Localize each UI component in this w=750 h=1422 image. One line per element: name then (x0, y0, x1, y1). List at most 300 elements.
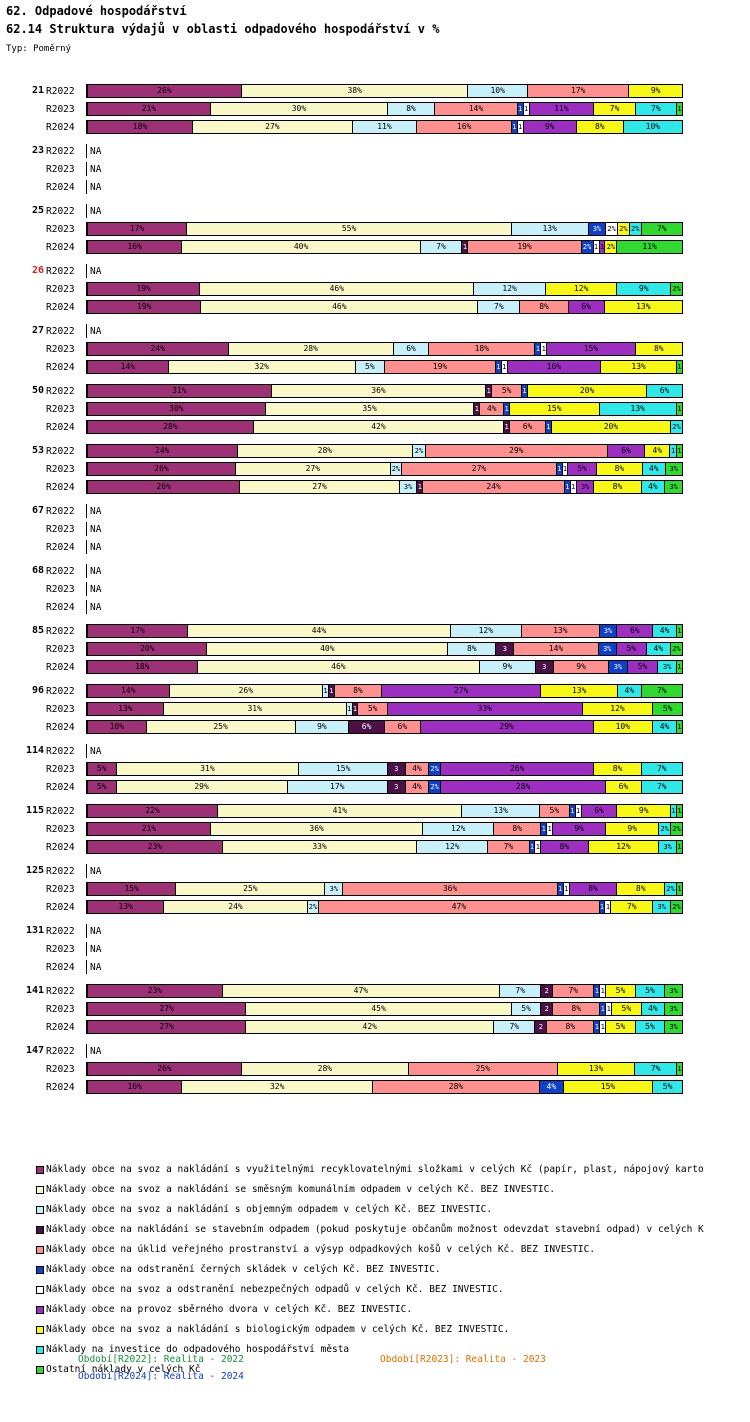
bar-segment[interactable] (87, 120, 193, 134)
bar-segment[interactable] (170, 684, 323, 698)
bar-segment[interactable] (87, 984, 223, 998)
bar-segment[interactable] (87, 420, 254, 434)
bar-segment-value: 10% (645, 122, 661, 131)
stacked-bar[interactable] (87, 804, 683, 818)
bar-segment[interactable] (87, 384, 272, 398)
bar-segment[interactable] (87, 360, 169, 374)
stacked-bar[interactable] (87, 480, 683, 494)
bar-segment[interactable] (520, 300, 568, 314)
bar-segment[interactable] (496, 642, 514, 656)
bar-segment[interactable] (343, 882, 558, 896)
bar-segment[interactable] (608, 444, 646, 458)
stacked-bar[interactable] (87, 222, 683, 236)
bar-segment[interactable] (553, 822, 606, 836)
bar-segment[interactable] (358, 702, 388, 716)
bar-segment[interactable] (642, 1002, 666, 1016)
bar-segment[interactable] (382, 684, 541, 698)
bar-segment[interactable] (87, 222, 187, 236)
bar-segment[interactable] (677, 804, 683, 818)
legend-item[interactable] (0, 1200, 750, 1220)
stacked-bar[interactable] (87, 444, 683, 458)
bar-segment[interactable] (494, 1020, 535, 1034)
bar-segment[interactable] (299, 762, 388, 776)
bar-segment[interactable] (577, 480, 595, 494)
bar-segment[interactable] (87, 642, 207, 656)
bar-segment[interactable] (636, 984, 666, 998)
bar-segment[interactable] (524, 120, 577, 134)
bar-segment[interactable] (642, 780, 683, 794)
bar-segment[interactable] (570, 882, 618, 896)
bar-segment-value: 1 (504, 404, 509, 413)
bar-segment-value: 2% (672, 902, 681, 911)
stacked-bar[interactable] (87, 84, 683, 98)
bar-segment[interactable] (653, 900, 671, 914)
bar-segment[interactable] (87, 780, 117, 794)
legend-item[interactable] (0, 1280, 750, 1300)
bar-track (86, 1080, 682, 1094)
bar-segment[interactable] (448, 642, 496, 656)
bar-segment[interactable] (677, 882, 683, 896)
bar-segment[interactable] (182, 1080, 373, 1094)
bar-segment[interactable] (87, 102, 211, 116)
bar-segment[interactable] (468, 240, 581, 254)
bar-segment[interactable] (642, 222, 683, 236)
bar-segment[interactable] (468, 84, 528, 98)
bar-segment[interactable] (373, 1080, 540, 1094)
bar-segment[interactable] (87, 900, 164, 914)
bar-segment[interactable] (164, 702, 347, 716)
bar-segment[interactable] (609, 660, 627, 674)
bar-segment[interactable] (514, 642, 598, 656)
bar-segment[interactable] (653, 1080, 683, 1094)
bar-segment[interactable] (541, 840, 588, 854)
bar-segment[interactable] (635, 1062, 677, 1076)
bar-segment[interactable] (643, 462, 666, 476)
bar-segment[interactable] (628, 660, 659, 674)
bar-segment[interactable] (211, 822, 423, 836)
bar-segment[interactable] (594, 720, 654, 734)
bar-segment[interactable] (617, 282, 671, 296)
bar-segment[interactable] (577, 120, 624, 134)
bar-segment[interactable] (606, 822, 659, 836)
bar-segment[interactable] (611, 900, 653, 914)
bar-segment[interactable] (677, 444, 683, 458)
stacked-bar[interactable] (87, 1020, 683, 1034)
bar-segment[interactable] (601, 360, 677, 374)
stacked-bar[interactable] (87, 660, 683, 674)
bar-segment-value: 36% (442, 884, 458, 893)
bar-segment[interactable] (87, 300, 201, 314)
bar-segment[interactable] (594, 762, 641, 776)
bar-segment[interactable] (87, 840, 223, 854)
bar-segment[interactable] (391, 462, 402, 476)
bar-segment[interactable] (246, 1002, 512, 1016)
bar-segment[interactable] (600, 402, 677, 416)
bar-segment[interactable] (589, 222, 607, 236)
bar-segment[interactable] (272, 384, 487, 398)
bar-segment[interactable] (554, 660, 609, 674)
bar-segment[interactable] (87, 444, 238, 458)
bar-segment[interactable] (508, 360, 601, 374)
bar-segment[interactable] (87, 1062, 242, 1076)
bar-segment[interactable] (605, 240, 617, 254)
bar-segment[interactable] (87, 624, 188, 638)
bar-segment[interactable] (671, 282, 683, 296)
bar-segment[interactable] (87, 84, 242, 98)
chart-row (0, 502, 750, 520)
bar-segment[interactable] (541, 1002, 553, 1016)
bar-segment[interactable] (606, 984, 636, 998)
legend-item[interactable] (0, 1240, 750, 1260)
bar-segment[interactable] (653, 624, 677, 638)
bar-segment[interactable] (677, 360, 683, 374)
bar-segment[interactable] (423, 822, 494, 836)
bar-segment[interactable] (671, 822, 683, 836)
bar-segment[interactable] (606, 780, 641, 794)
bar-segment[interactable] (665, 882, 677, 896)
bar-segment[interactable] (583, 702, 654, 716)
bar-segment[interactable] (462, 804, 539, 818)
legend-item[interactable] (0, 1180, 750, 1200)
stacked-bar[interactable] (87, 1080, 683, 1094)
bar-segment[interactable] (169, 360, 356, 374)
bar-segment[interactable] (546, 282, 618, 296)
bar-segment[interactable] (541, 984, 553, 998)
bar-track (86, 840, 682, 854)
bar-segment[interactable] (617, 882, 665, 896)
bar-segment[interactable] (677, 624, 683, 638)
bar-segment-value: 1 (677, 404, 682, 413)
chart-row (0, 658, 750, 676)
bar-segment[interactable] (353, 120, 418, 134)
bar-segment[interactable] (665, 1020, 683, 1034)
bar-segment[interactable] (478, 300, 520, 314)
bar-segment[interactable] (409, 1062, 558, 1076)
stacked-bar[interactable] (87, 984, 683, 998)
bar-segment[interactable] (182, 240, 420, 254)
legend-item[interactable] (0, 1320, 750, 1340)
bar-segment[interactable] (400, 480, 418, 494)
bar-segment[interactable] (201, 300, 478, 314)
bar-segment[interactable] (87, 804, 218, 818)
bar-segment[interactable] (429, 762, 441, 776)
bar-segment[interactable] (665, 480, 683, 494)
stacked-bar[interactable] (87, 822, 683, 836)
bar-segment[interactable] (176, 882, 325, 896)
bar-segment[interactable] (87, 882, 176, 896)
bar-segment[interactable] (653, 720, 677, 734)
bar-segment[interactable] (87, 720, 147, 734)
bar-segment[interactable] (597, 462, 643, 476)
bar-segment[interactable] (582, 804, 618, 818)
bar-segment[interactable] (677, 720, 683, 734)
bar-segment[interactable] (600, 624, 618, 638)
bar-segment[interactable] (658, 660, 676, 674)
bar-segment[interactable] (325, 882, 343, 896)
bar-segment[interactable] (624, 120, 683, 134)
bar-segment[interactable] (564, 1080, 653, 1094)
bar-segment[interactable] (617, 624, 653, 638)
bar-segment[interactable] (618, 222, 630, 236)
bar-segment[interactable] (553, 984, 594, 998)
bar-segment[interactable] (87, 480, 240, 494)
bar-segment[interactable] (406, 780, 430, 794)
bar-segment[interactable] (308, 900, 320, 914)
bar-segment[interactable] (569, 300, 605, 314)
bar-segment[interactable] (594, 480, 641, 494)
bar-segment[interactable] (87, 660, 198, 674)
bar-segment[interactable] (547, 342, 636, 356)
bar-segment[interactable] (480, 402, 504, 416)
bar-segment-value: 12% (445, 842, 460, 851)
bar-segment[interactable] (522, 624, 599, 638)
stacked-bar[interactable] (87, 840, 683, 854)
bar-segment[interactable] (356, 360, 385, 374)
bar-segment[interactable] (147, 720, 296, 734)
bar-segment[interactable] (659, 822, 671, 836)
bar-segment[interactable] (246, 1020, 494, 1034)
bar-segment[interactable] (558, 1062, 635, 1076)
row-period-label: R2022 (46, 626, 75, 637)
bar-segment[interactable] (421, 240, 463, 254)
bar-segment[interactable] (630, 222, 642, 236)
bar-segment[interactable] (117, 762, 300, 776)
bar-segment[interactable] (665, 984, 683, 998)
bar-segment[interactable] (417, 120, 511, 134)
bar-segment[interactable] (402, 462, 557, 476)
bar-segment[interactable] (642, 762, 683, 776)
stacked-bar[interactable] (87, 780, 683, 794)
bar-segment[interactable] (423, 480, 565, 494)
bar-segment[interactable] (451, 624, 523, 638)
bar-segment[interactable] (218, 804, 462, 818)
stacked-bar[interactable] (87, 1062, 683, 1076)
bar-segment[interactable] (319, 900, 599, 914)
bar-segment[interactable] (589, 840, 660, 854)
chart-group (0, 862, 750, 922)
footer-period-r2022: Období[R2022]: Realita - 2022 (78, 1354, 244, 1365)
bar-segment[interactable] (647, 384, 683, 398)
bar-segment[interactable] (426, 444, 608, 458)
bar-segment[interactable] (677, 1062, 683, 1076)
bar-segment[interactable] (87, 240, 182, 254)
bar-segment[interactable] (238, 444, 414, 458)
bar-segment[interactable] (671, 642, 683, 656)
stacked-bar[interactable] (87, 642, 683, 656)
bar-segment[interactable] (642, 684, 683, 698)
bar-segment[interactable] (594, 102, 635, 116)
bar-segment[interactable] (512, 1002, 542, 1016)
bar-segment[interactable] (242, 84, 468, 98)
bar-segment[interactable] (540, 1080, 564, 1094)
bar-segment[interactable] (541, 684, 618, 698)
stacked-bar[interactable] (87, 882, 683, 896)
bar-segment[interactable] (164, 900, 307, 914)
bar-segment[interactable] (671, 900, 683, 914)
bar-segment[interactable] (388, 102, 435, 116)
stacked-bar[interactable] (87, 624, 683, 638)
bar-segment[interactable] (547, 1020, 594, 1034)
bar-segment[interactable] (500, 984, 541, 998)
bar-segment[interactable] (87, 462, 236, 476)
bar-segment[interactable] (193, 120, 352, 134)
bar-segment[interactable] (636, 342, 683, 356)
stacked-bar[interactable] (87, 342, 683, 356)
bar-segment[interactable] (236, 462, 391, 476)
stacked-bar[interactable] (87, 702, 683, 716)
bar-segment[interactable] (200, 282, 474, 296)
bar-segment[interactable] (612, 1002, 642, 1016)
bar-segment[interactable] (677, 660, 683, 674)
bar-segment[interactable] (335, 684, 382, 698)
bar-segment[interactable] (553, 1002, 600, 1016)
stacked-bar[interactable] (87, 240, 683, 254)
bar-segment[interactable] (536, 660, 554, 674)
bar-segment[interactable] (198, 660, 481, 674)
bar-segment[interactable] (388, 702, 583, 716)
bar-segment[interactable] (474, 282, 546, 296)
stacked-bar[interactable] (87, 120, 683, 134)
bar-segment[interactable] (512, 222, 589, 236)
bar-segment[interactable] (510, 402, 599, 416)
bar-segment[interactable] (421, 720, 594, 734)
bar-segment[interactable] (677, 402, 683, 416)
bar-segment[interactable] (87, 282, 200, 296)
stacked-bar[interactable] (87, 900, 683, 914)
bar-segment[interactable] (223, 984, 500, 998)
bar-segment[interactable] (636, 1020, 666, 1034)
bar-segment[interactable] (441, 780, 606, 794)
bar-segment[interactable] (617, 240, 683, 254)
bar-segment[interactable] (488, 840, 529, 854)
bar-segment[interactable] (528, 384, 647, 398)
stacked-bar[interactable] (87, 360, 683, 374)
footer-period-r2023: Období[R2023]: Realita - 2023 (380, 1354, 546, 1365)
bar-segment[interactable] (117, 780, 288, 794)
bar-segment[interactable] (87, 402, 266, 416)
bar-segment[interactable] (87, 342, 229, 356)
bar-segment[interactable] (429, 780, 441, 794)
stacked-bar[interactable] (87, 1002, 683, 1016)
bar-segment[interactable] (618, 684, 642, 698)
stacked-bar[interactable] (87, 300, 683, 314)
bar-segment[interactable] (87, 1020, 246, 1034)
legend-item[interactable] (0, 1160, 750, 1180)
bar-segment[interactable] (653, 702, 683, 716)
bar-segment[interactable] (671, 420, 683, 434)
bar-segment[interactable] (266, 402, 475, 416)
bar-segment-value: 6% (406, 344, 416, 353)
bar-segment[interactable] (417, 840, 488, 854)
bar-segment[interactable] (394, 342, 429, 356)
bar-segment[interactable] (659, 840, 677, 854)
bar-segment[interactable] (429, 342, 535, 356)
bar-segment[interactable] (606, 222, 618, 236)
bar-segment[interactable] (617, 804, 671, 818)
stacked-bar[interactable] (87, 420, 683, 434)
bar-segment[interactable] (87, 702, 164, 716)
bar-segment[interactable] (617, 642, 647, 656)
bar-segment[interactable] (296, 720, 350, 734)
bar-segment[interactable] (288, 780, 388, 794)
bar-segment-value: 8% (559, 842, 570, 851)
stacked-bar[interactable] (87, 282, 683, 296)
bar-segment-value: 1 (323, 686, 328, 695)
bar-segment[interactable] (385, 720, 421, 734)
bar-segment[interactable] (552, 420, 671, 434)
bar-segment[interactable] (599, 642, 617, 656)
bar-segment-value: 6% (361, 722, 372, 731)
legend-item[interactable] (0, 1300, 750, 1320)
stacked-bar[interactable] (87, 684, 683, 698)
bar-segment[interactable] (87, 822, 211, 836)
bar-segment[interactable] (605, 300, 683, 314)
bar-segment[interactable] (254, 420, 504, 434)
stacked-bar[interactable] (87, 762, 683, 776)
bar-segment[interactable] (647, 642, 671, 656)
bar-segment[interactable] (535, 1020, 547, 1034)
bar-segment[interactable] (510, 420, 546, 434)
bar-segment[interactable] (665, 1002, 683, 1016)
bar-segment[interactable] (223, 840, 418, 854)
chart-legend (0, 1160, 750, 1380)
bar-segment[interactable] (528, 84, 629, 98)
bar-segment[interactable] (87, 684, 170, 698)
bar-segment[interactable] (666, 462, 683, 476)
bar-segment[interactable] (642, 480, 666, 494)
bar-segment[interactable] (388, 780, 406, 794)
bar-segment[interactable] (494, 822, 541, 836)
bar-segment[interactable] (629, 84, 683, 98)
bar-segment[interactable] (540, 804, 570, 818)
bar-segment[interactable] (406, 762, 430, 776)
bar-segment[interactable] (435, 102, 518, 116)
stacked-bar[interactable] (87, 384, 683, 398)
legend-item[interactable] (0, 1260, 750, 1280)
bar-segment[interactable] (568, 462, 597, 476)
stacked-bar[interactable] (87, 462, 683, 476)
bar-segment[interactable] (530, 102, 595, 116)
bar-segment[interactable] (636, 102, 677, 116)
bar-segment[interactable] (87, 1002, 246, 1016)
bar-segment[interactable] (606, 1020, 636, 1034)
bar-segment[interactable] (677, 840, 683, 854)
bar-segment[interactable] (87, 1080, 182, 1094)
bar-segment[interactable] (385, 360, 496, 374)
bar-segment[interactable] (187, 222, 512, 236)
bar-segment[interactable] (388, 762, 406, 776)
bar-segment[interactable] (242, 1062, 409, 1076)
bar-segment[interactable] (492, 384, 522, 398)
stacked-bar[interactable] (87, 102, 683, 116)
bar-segment[interactable] (645, 444, 670, 458)
bar-segment[interactable] (211, 102, 388, 116)
bar-segment[interactable] (229, 342, 394, 356)
bar-segment[interactable] (207, 642, 448, 656)
stacked-bar[interactable] (87, 402, 683, 416)
bar-segment[interactable] (441, 762, 594, 776)
bar-segment[interactable] (480, 660, 535, 674)
legend-item[interactable] (0, 1220, 750, 1240)
bar-segment[interactable] (582, 240, 594, 254)
bar-segment[interactable] (677, 102, 683, 116)
bar-segment[interactable] (87, 762, 117, 776)
stacked-bar[interactable] (87, 720, 683, 734)
bar-segment[interactable] (240, 480, 399, 494)
bar-segment[interactable] (188, 624, 450, 638)
bar-segment[interactable] (349, 720, 385, 734)
bar-segment[interactable] (413, 444, 426, 458)
